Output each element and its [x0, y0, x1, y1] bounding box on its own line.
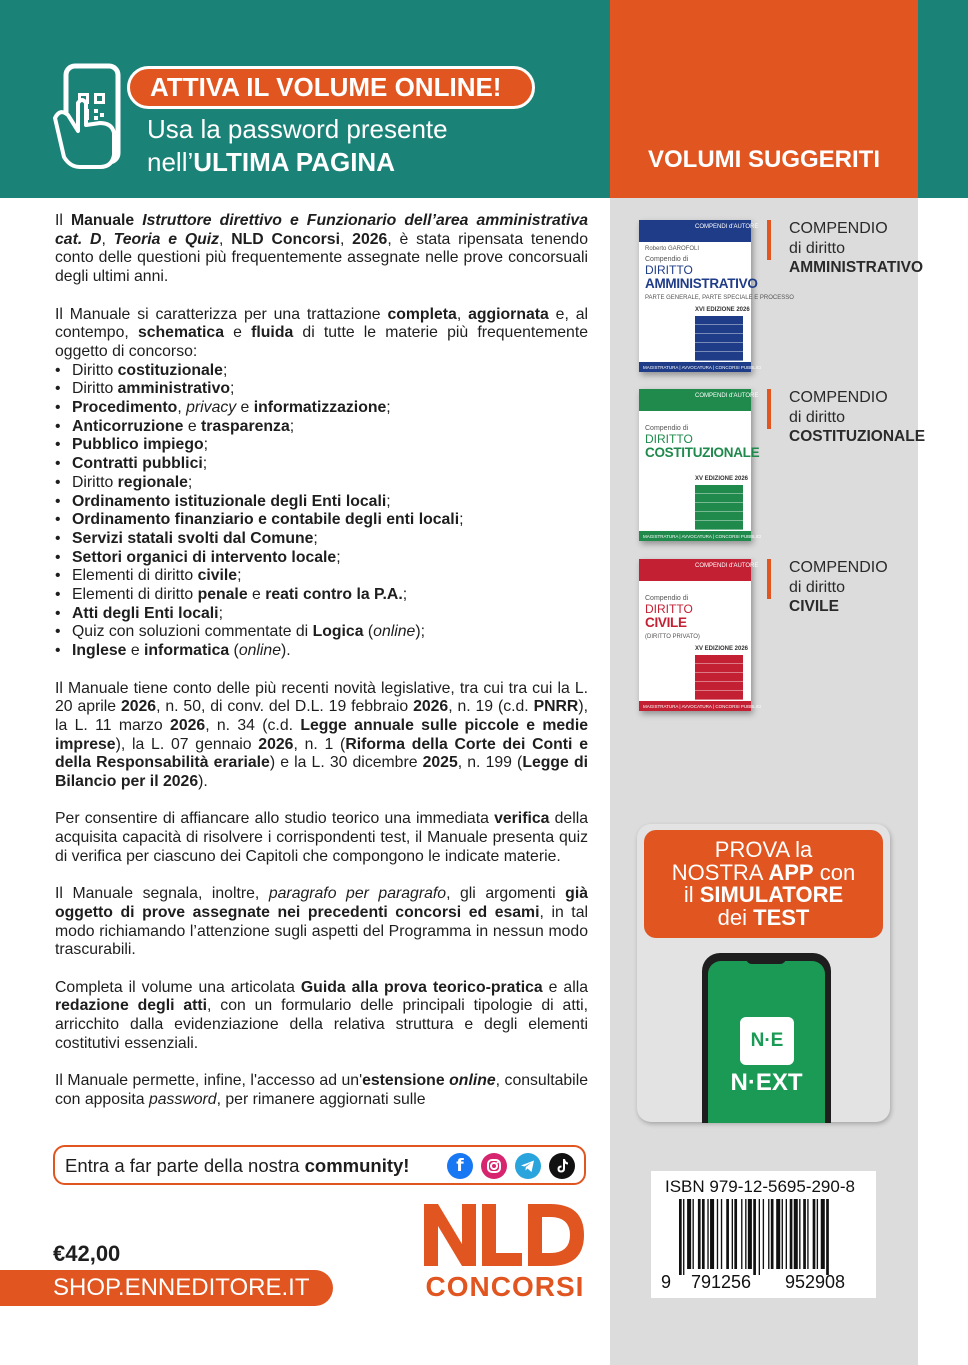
barcode-group1: 791256	[691, 1272, 752, 1292]
volume-caption-line3: CIVILE	[789, 598, 839, 615]
activate-online-banner[interactable]: ATTIVA IL VOLUME ONLINE!	[127, 66, 535, 109]
facebook-icon[interactable]: f	[447, 1153, 473, 1179]
subject-list-item: • Procedimento, privacy e informatizzazione;	[55, 399, 588, 418]
volume-caption-line1: COMPENDIO	[789, 559, 888, 576]
subject-list-item: • Anticorruzione e trasparenza;	[55, 418, 588, 437]
activate-instructions-line2: nell’ULTIMA PAGINA	[147, 147, 395, 177]
subject-list-item: • Diritto regionale;	[55, 474, 588, 493]
header-teal-strip	[918, 0, 968, 198]
guide-paragraph: Completa il volume una articolata Guida alla prova teorico-pratica e alla redazione degli atti, con un formulario delle principali tipologie di atti, arricchito dalla evidenziazione della relativa struttura e degli elementi costitutivi essenziali.	[55, 978, 588, 1052]
volume-caption-line1: COMPENDIO	[789, 389, 888, 406]
volume-caption-line2: di diritto	[789, 578, 846, 596]
features-paragraph: Il Manuale si caratterizza per una trattazione completa, aggiornata e, al contempo, schematica e fluida di tutte le materie più frequentemente oggetto di concorso:	[55, 305, 588, 360]
subject-list-item: • Diritto amministrativo;	[55, 380, 588, 399]
barcode-icon	[679, 1199, 865, 1275]
barcode-group2: 952908	[785, 1272, 846, 1292]
isbn-label: ISBN 979-12-5695-290-8	[665, 1177, 855, 1196]
community-text: Entra a far parte della nostra community!	[65, 1155, 410, 1176]
tiktok-icon[interactable]	[549, 1153, 575, 1179]
telegram-icon[interactable]	[515, 1153, 541, 1179]
phone-notch	[746, 956, 786, 964]
volume-caption-line1: COMPENDIO	[789, 220, 888, 237]
volume-accent-bar	[767, 389, 771, 429]
barcode-digit-first: 9	[661, 1272, 672, 1292]
subject-list-item: • Servizi statali svolti dal Comune;	[55, 530, 588, 549]
subject-list-item: • Contratti pubblici;	[55, 455, 588, 474]
book-description	[55, 212, 588, 1110]
exam-topics-paragraph: Il Manuale segnala, inoltre, paragrafo per paragrafo, gli argomenti già oggetto di prove assegnate nei precedenti concorsi ed esami, in tal modo richiamando l’attenzione sugli aspetti del Programma in nessun modo trascurabili.	[55, 885, 588, 959]
volume-caption-line3: COSTITUZIONALE	[789, 428, 926, 445]
legislation-paragraph: Il Manuale tiene conto delle più recenti novità legislative, tra cui tra cui la L. 20 aprile 2026, n. 50, di conv. del D.L. 19 febbraio 2026, n. 19 (c.d. PNRR), la L. 11 marzo 2026, n. 34 (c.d. Legge annuale sulle piccole e medie imprese), la L. 07 gennaio 2026, n. 1 (Riforma della Corte dei Conti e della Responsabilità erariale) e la L. 30 dicembre 2025, n. 199 (Legge di Bilancio per il 2026).	[55, 679, 589, 791]
community-bar	[53, 1145, 586, 1185]
subject-list-item: • Inglese e informatica (online).	[55, 642, 588, 661]
subject-list-item: • Pubblico impiego;	[55, 436, 588, 455]
subject-list	[55, 362, 588, 661]
volume-caption-line2: di diritto	[789, 408, 846, 426]
subject-list-item: • Ordinamento finanziario e contabile degli enti locali;	[55, 511, 588, 530]
activate-instructions-line1: Usa la password presente	[147, 114, 448, 144]
next-app-icon[interactable]: N·E	[740, 1017, 794, 1065]
volume-accent-bar	[767, 559, 771, 599]
subject-list-item: • Elementi di diritto penale e reati contro la P.A.;	[55, 586, 588, 605]
subject-list-item: • Ordinamento istituzionale degli Enti locali;	[55, 493, 588, 512]
volume-accent-bar	[767, 220, 771, 260]
next-app-name: N·EXT	[730, 1069, 803, 1096]
price: €42,00	[53, 1241, 121, 1266]
quiz-paragraph: Per consentire di affiancare allo studio teorico una immediata verifica della acquisita capacità di risolvere i corrispondenti test, il Manuale presenta quiz di verifica per ciascuno dei Capitoli che compongono le indicate materie.	[55, 810, 589, 865]
volume-caption-line3: AMMINISTRATIVO	[789, 259, 924, 276]
volume-cover[interactable]: COMPENDI d'AUTORE Compendio di DIRITTO COSTITUZIONALE XV EDIZIONE 2026 MAGISTRATURA | AVVOCATURA | CONCORSI PUBBLICI	[639, 389, 751, 541]
intro-paragraph: Il Manuale Istruttore direttivo e Funzionario dell’area amministrativa cat. D, Teoria e Quiz, NLD Concorsi, 2026, è stata ripensata tenendo conto delle questioni più frequentemente assegnate nelle prove concorsuali degli ultimi anni.	[55, 212, 589, 286]
subject-list-item: • Elementi di diritto civile;	[55, 567, 588, 586]
subject-list-item: • Diritto costituzionale;	[55, 362, 588, 381]
volume-cover[interactable]: COMPENDI d'AUTORE Roberto GAROFOLI Compendio di DIRITTO AMMINISTRATIVO PARTE GENERALE, PARTE SPECIALE E PROCESSO XVI EDIZIONE 2026 MAGISTRATURA | AVVOCATURA | CONCORSI PUBBLICI	[639, 220, 751, 372]
nld-concorsi-label: CONCORSI	[425, 1271, 585, 1302]
online-extension-paragraph: Il Manuale permette, infine, l'accesso ad un'estensione online, consultabile con apposita password, per rimanere aggiornati sulle	[55, 1072, 588, 1108]
subject-list-item: • Atti degli Enti locali;	[55, 605, 588, 624]
shop-link[interactable]: SHOP.ENNEDITORE.IT	[0, 1270, 333, 1306]
subject-list-item: • Quiz con soluzioni commentate di Logica (online);	[55, 623, 588, 642]
volume-cover[interactable]: COMPENDI d'AUTORE Compendio di DIRITTO CIVILE (DIRITTO PRIVATO) XV EDIZIONE 2026 MAGISTRATURA | AVVOCATURA | CONCORSI PUBBLICI	[639, 559, 751, 711]
isbn-barcode	[651, 1171, 876, 1298]
phone-qr-icon	[52, 63, 132, 173]
volume-caption-line2: di diritto	[789, 239, 846, 257]
app-promo-banner: PROVA la NOSTRA APP con il SIMULATORE dei TEST	[644, 830, 883, 938]
subject-list-item: • Settori organici di intervento locale;	[55, 549, 588, 568]
instagram-icon[interactable]	[481, 1153, 507, 1179]
suggested-volumes-title: VOLUMI SUGGERITI	[647, 146, 880, 173]
